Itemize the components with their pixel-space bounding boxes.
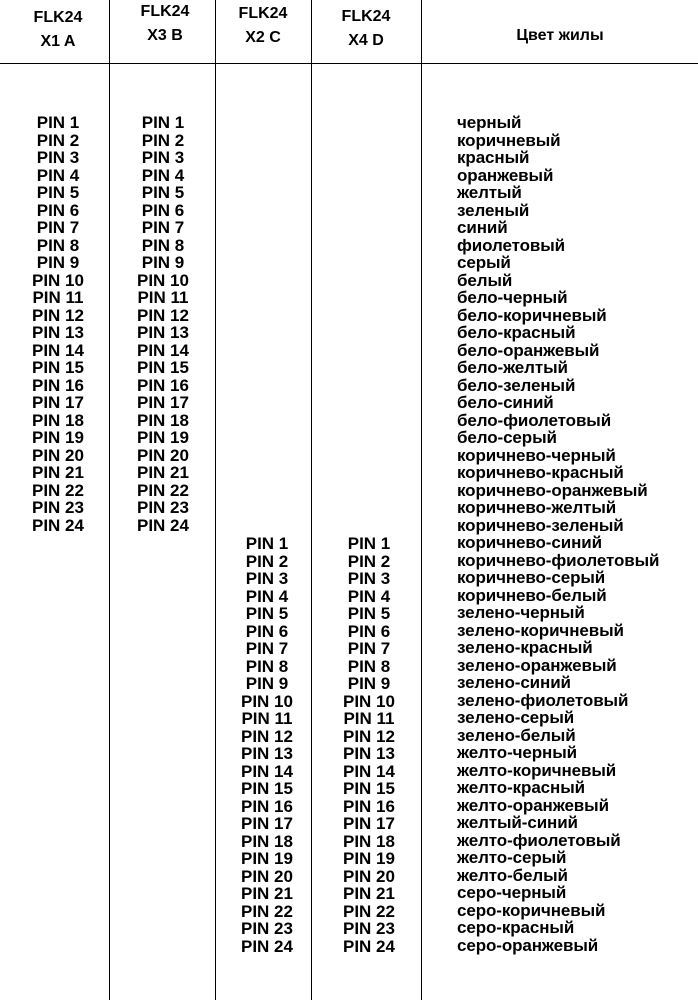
pin-label: PIN 5 <box>141 183 185 202</box>
pin-label: PIN 22 <box>241 901 293 921</box>
pin-label: PIN 6 <box>141 200 185 220</box>
wire-color-label: коричнево-зеленый <box>457 515 624 535</box>
pin-label: PIN 16 <box>32 375 84 395</box>
wire-color-label: желто-оранжевый <box>457 795 609 815</box>
header-x3b-line2: X3 B <box>147 27 183 44</box>
header-x2c-line1: FLK24 <box>238 5 288 22</box>
pin-label: PIN 1 <box>36 113 80 132</box>
wire-color-label: коричнево-красный <box>457 463 624 482</box>
wire-color-label: зелено-оранжевый <box>457 655 617 675</box>
pin-label: PIN 15 <box>343 779 395 798</box>
pin-label: PIN 2 <box>141 130 185 150</box>
pin-label: PIN 23 <box>137 498 189 517</box>
pin-label: PIN 8 <box>36 235 80 255</box>
wire-color-label: фиолетовый <box>457 235 565 255</box>
pin-label: PIN 2 <box>347 551 391 571</box>
pin-label: PIN 24 <box>137 515 189 535</box>
pin-label: PIN 9 <box>141 253 185 272</box>
pin-label: PIN 13 <box>241 744 293 763</box>
wire-color-label: бело-черный <box>457 288 568 307</box>
pin-label: PIN 24 <box>32 515 84 535</box>
pin-column-x3b <box>115 114 211 534</box>
pin-label: PIN 15 <box>137 358 189 377</box>
pin-label: PIN 21 <box>32 463 84 482</box>
pin-label: PIN 17 <box>137 393 189 412</box>
pin-label: PIN 21 <box>137 463 189 482</box>
pin-label: PIN 20 <box>343 866 395 886</box>
header-x3b-line1: FLK24 <box>140 3 190 20</box>
header-x2c-line2: X2 C <box>245 29 281 46</box>
pin-column-x4d <box>321 535 417 955</box>
pin-label: PIN 3 <box>245 569 289 588</box>
pin-label: PIN 23 <box>343 919 395 938</box>
pin-label: PIN 10 <box>241 691 293 711</box>
pin-label: PIN 15 <box>32 358 84 377</box>
pin-label: PIN 11 <box>137 288 189 307</box>
wire-color-label: желто-коричневый <box>457 760 617 780</box>
wire-color-label: коричнево-фиолетовый <box>457 550 660 570</box>
column-divider <box>109 0 110 1000</box>
pin-label: PIN 18 <box>241 831 293 851</box>
pin-label: PIN 13 <box>32 323 84 342</box>
wire-color-label: коричнево-белый <box>457 585 607 605</box>
wire-color-label: серо-черный <box>457 883 567 902</box>
pin-label: PIN 18 <box>137 410 189 430</box>
header-x4d-line1: FLK24 <box>341 8 391 25</box>
wire-color-label: желто-красный <box>457 778 585 797</box>
pin-label: PIN 4 <box>141 165 185 185</box>
wire-color-label: серый <box>457 253 511 272</box>
pin-label: PIN 7 <box>141 218 185 237</box>
pin-label: PIN 1 <box>245 534 289 553</box>
wire-color-label: бело-серый <box>457 428 557 447</box>
pin-label: PIN 14 <box>137 340 189 360</box>
wire-color-label: зелено-фиолетовый <box>457 690 629 710</box>
pin-label: PIN 20 <box>32 445 84 465</box>
pin-label: PIN 6 <box>245 621 289 641</box>
wire-color-label: зелено-черный <box>457 603 585 622</box>
pin-label: PIN 2 <box>36 130 80 150</box>
wire-color-label: желтый-синий <box>457 813 578 832</box>
pin-label: PIN 9 <box>347 674 391 693</box>
pin-label: PIN 20 <box>137 445 189 465</box>
header-x4d <box>316 5 416 53</box>
wire-color-label: коричневый <box>457 130 561 150</box>
header-x1a-line2: X1 A <box>40 33 76 50</box>
pin-label: PIN 18 <box>32 410 84 430</box>
pin-label: PIN 19 <box>32 428 84 447</box>
pin-label: PIN 24 <box>343 936 395 956</box>
pin-label: PIN 8 <box>141 235 185 255</box>
wire-color-label: бело-зеленый <box>457 375 576 395</box>
pin-label: PIN 4 <box>36 165 80 185</box>
pin-label: PIN 10 <box>32 270 84 290</box>
wire-color-label: желтый <box>457 183 522 202</box>
pin-label: PIN 14 <box>241 761 293 781</box>
wire-color-label: серо-красный <box>457 918 575 937</box>
pin-label: PIN 11 <box>241 709 293 728</box>
wire-color-label: зелено-серый <box>457 708 575 727</box>
header-wire-color-label: Цвет жилы <box>516 27 604 44</box>
wire-color-label: бело-оранжевый <box>457 340 600 360</box>
wire-color-label: коричнево-серый <box>457 568 606 587</box>
pin-label: PIN 10 <box>343 691 395 711</box>
pin-label: PIN 12 <box>32 305 84 325</box>
pin-label: PIN 19 <box>137 428 189 447</box>
pin-label: PIN 9 <box>245 674 289 693</box>
wire-color-label: коричнево-синий <box>457 533 602 552</box>
column-divider <box>421 0 422 1000</box>
pin-label: PIN 13 <box>137 323 189 342</box>
header-x3b <box>115 0 215 48</box>
wire-color-column <box>457 114 697 954</box>
wire-color-label: зелено-белый <box>457 725 576 745</box>
pin-label: PIN 23 <box>32 498 84 517</box>
header-x2c <box>215 2 311 50</box>
pin-label: PIN 1 <box>141 113 185 132</box>
wire-color-label: зеленый <box>457 200 530 220</box>
pin-label: PIN 7 <box>36 218 80 237</box>
pin-label: PIN 16 <box>343 796 395 816</box>
pin-label: PIN 20 <box>241 866 293 886</box>
pin-label: PIN 21 <box>241 884 293 903</box>
wire-color-label: коричнево-черный <box>457 445 616 465</box>
pin-label: PIN 12 <box>241 726 293 746</box>
wire-color-label: зелено-коричневый <box>457 620 624 640</box>
pin-label: PIN 9 <box>36 253 80 272</box>
wire-color-label: серо-оранжевый <box>457 935 599 955</box>
wire-color-label: желто-серый <box>457 848 567 867</box>
wire-color-label: белый <box>457 270 513 290</box>
pin-label: PIN 6 <box>347 621 391 641</box>
pin-label: PIN 4 <box>347 586 391 606</box>
pin-label: PIN 3 <box>141 148 185 167</box>
pin-label: PIN 5 <box>245 604 289 623</box>
pin-label: PIN 8 <box>347 656 391 676</box>
header-wire-color <box>422 24 698 48</box>
wire-color-label: желто-фиолетовый <box>457 830 621 850</box>
pin-label: PIN 1 <box>347 534 391 553</box>
wire-color-label: бело-желтый <box>457 358 568 377</box>
pin-label: PIN 22 <box>137 480 189 500</box>
pin-label: PIN 23 <box>241 919 293 938</box>
pin-column-x1a <box>10 114 106 534</box>
pin-label: PIN 19 <box>343 849 395 868</box>
pin-label: PIN 8 <box>245 656 289 676</box>
pin-label: PIN 6 <box>36 200 80 220</box>
pin-label: PIN 12 <box>137 305 189 325</box>
pin-label: PIN 21 <box>343 884 395 903</box>
pin-label: PIN 7 <box>245 639 289 658</box>
pin-label: PIN 5 <box>36 183 80 202</box>
pin-label: PIN 14 <box>32 340 84 360</box>
header-divider <box>0 63 698 64</box>
wire-color-label: желто-черный <box>457 743 577 762</box>
wire-color-label: черный <box>457 113 522 132</box>
header-x4d-line2: X4 D <box>348 32 384 49</box>
pin-label: PIN 17 <box>241 814 293 833</box>
pin-label: PIN 11 <box>32 288 84 307</box>
pin-label: PIN 19 <box>241 849 293 868</box>
pin-label: PIN 15 <box>241 779 293 798</box>
pin-label: PIN 17 <box>343 814 395 833</box>
pin-label: PIN 13 <box>343 744 395 763</box>
pin-label: PIN 12 <box>343 726 395 746</box>
wire-color-label: серо-коричневый <box>457 900 606 920</box>
pin-label: PIN 3 <box>36 148 80 167</box>
pin-label: PIN 10 <box>137 270 189 290</box>
wire-color-label: бело-красный <box>457 323 576 342</box>
wire-color-label: бело-синий <box>457 393 554 412</box>
pin-label: PIN 3 <box>347 569 391 588</box>
wire-color-label: желто-белый <box>457 865 568 885</box>
pin-label: PIN 14 <box>343 761 395 781</box>
wire-color-label: коричнево-желтый <box>457 498 617 517</box>
pin-label: PIN 11 <box>343 709 395 728</box>
header-x1a <box>8 6 108 54</box>
wire-color-label: коричнево-оранжевый <box>457 480 648 500</box>
pin-label: PIN 17 <box>32 393 84 412</box>
pin-label: PIN 16 <box>241 796 293 816</box>
pin-label: PIN 4 <box>245 586 289 606</box>
wire-color-label: бело-фиолетовый <box>457 410 612 430</box>
pin-label: PIN 2 <box>245 551 289 571</box>
wire-color-label: зелено-синий <box>457 673 571 692</box>
wire-color-label: зелено-красный <box>457 638 593 657</box>
pin-label: PIN 18 <box>343 831 395 851</box>
pin-label: PIN 5 <box>347 604 391 623</box>
header-x1a-line1: FLK24 <box>33 9 83 26</box>
wire-color-label: красный <box>457 148 530 167</box>
pin-label: PIN 24 <box>241 936 293 956</box>
pin-column-x2c <box>219 535 315 955</box>
wire-color-label: синий <box>457 218 508 237</box>
pin-label: PIN 22 <box>343 901 395 921</box>
wire-color-label: бело-коричневый <box>457 305 607 325</box>
pin-label: PIN 22 <box>32 480 84 500</box>
pin-label: PIN 16 <box>137 375 189 395</box>
wire-color-label: оранжевый <box>457 165 554 185</box>
pin-label: PIN 7 <box>347 639 391 658</box>
column-divider <box>215 0 216 1000</box>
